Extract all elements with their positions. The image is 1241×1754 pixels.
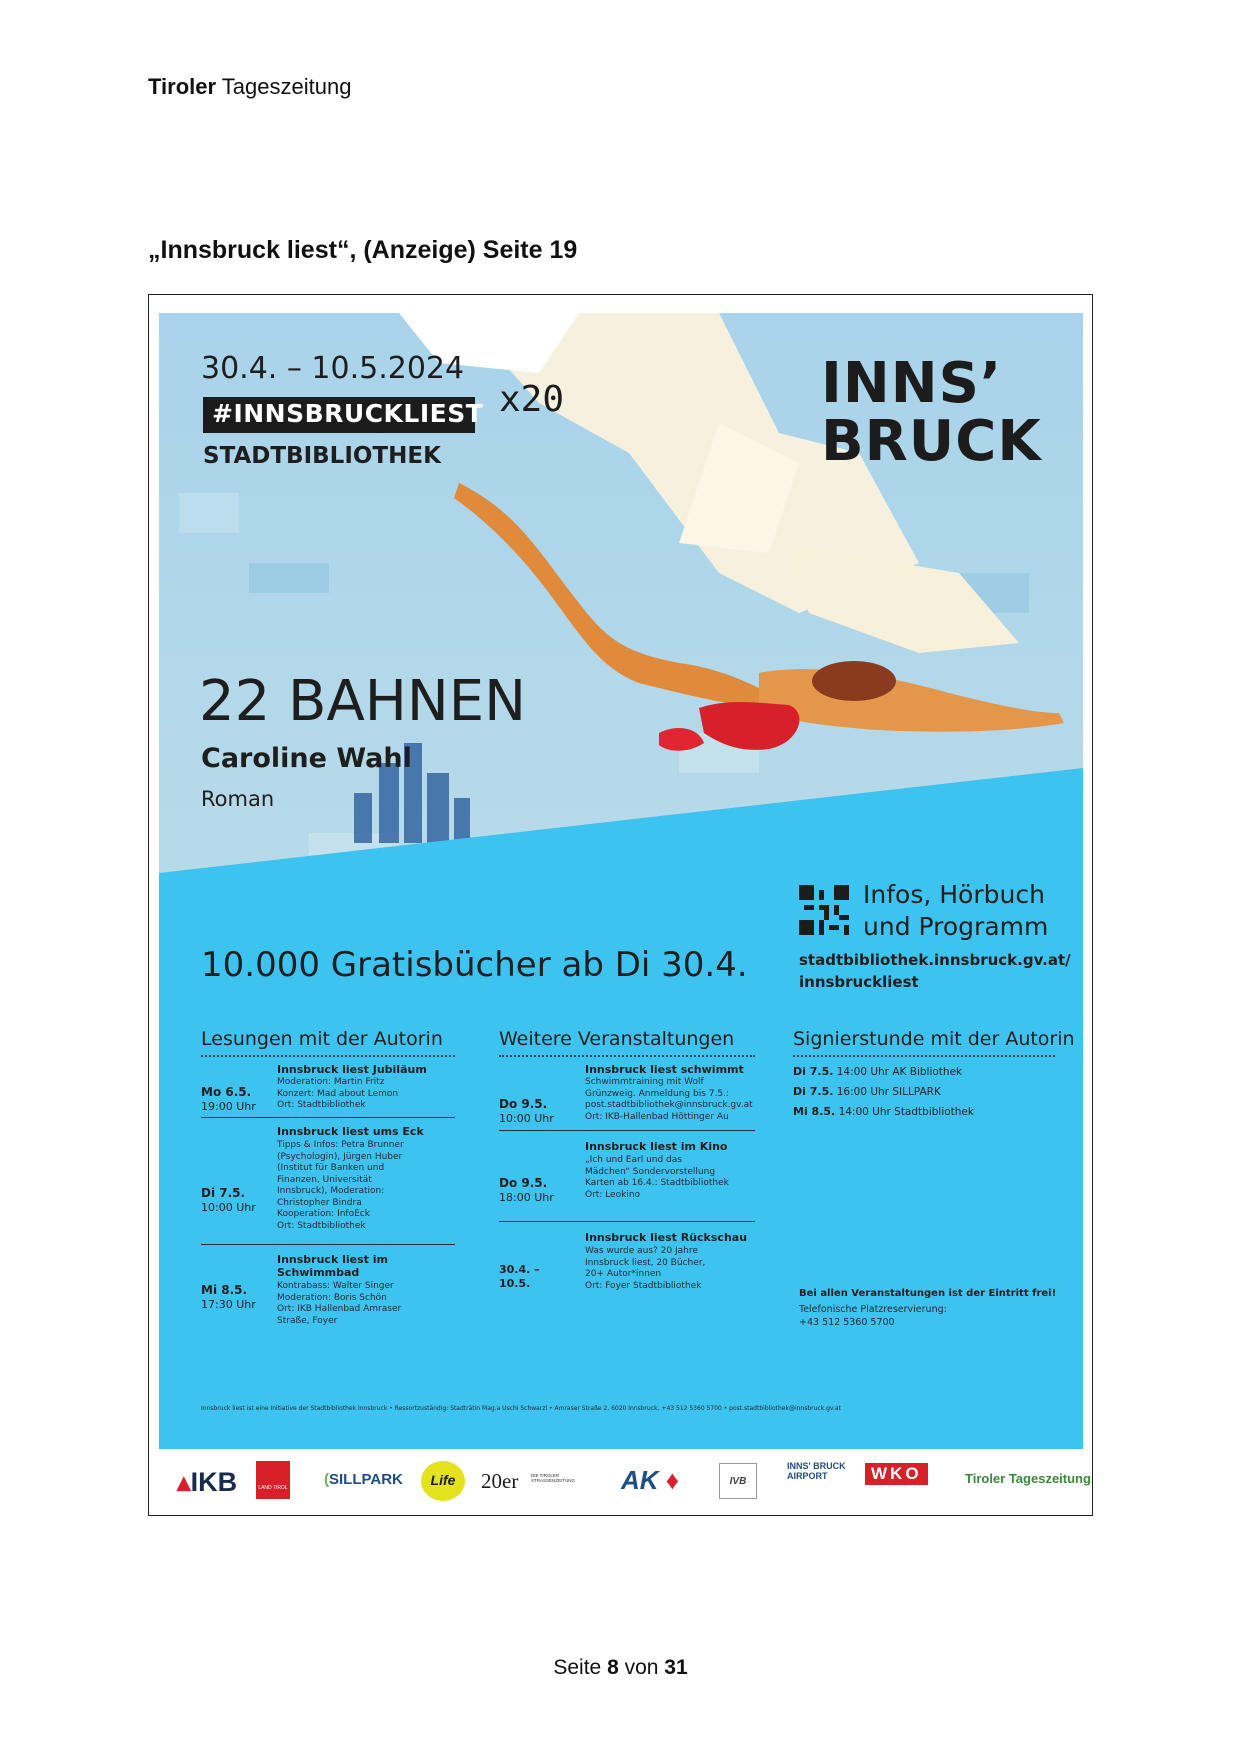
event-date: 30.4. – 10.5. — [499, 1263, 540, 1290]
free-entry-note: Bei allen Veranstaltungen ist der Eintritt frei! — [799, 1288, 1057, 1299]
qr-code-icon — [799, 885, 849, 935]
event-date: Di 7.5. 10:00 Uhr — [201, 1186, 256, 1214]
event-date: Do 9.5. 10:00 Uhr — [499, 1097, 554, 1125]
reservation-phone: Telefonische Platzreservierung: +43 512 5360 5700 — [799, 1304, 947, 1328]
event-date: Mi 8.5. 17:30 Uhr — [201, 1283, 256, 1311]
advertisement-poster — [159, 313, 1083, 1449]
divider — [499, 1130, 755, 1131]
divider — [499, 1055, 755, 1057]
more-events-heading: Weitere Veranstaltungen — [499, 1028, 735, 1050]
event-details: Schwimmtraining mit Wolf Grünzweig. Anmeldung bis 7.5.: post.stadtbibliothek@innsbruck.gv.at Ort: IKB-Hallenbad Höttinger Au — [585, 1077, 753, 1122]
event-title: Innsbruck liest Rückschau — [585, 1231, 748, 1244]
event-dates: 30.4. – 10.5.2024 — [201, 351, 465, 386]
event-title: Innsbruck liest im Kino — [585, 1140, 728, 1153]
signing-session: Di 7.5. 14:00 Uhr AK Bibliothek — [793, 1065, 963, 1078]
sillpark-logo: (SILLPARK — [324, 1471, 403, 1488]
event-details: Moderation: Martin Fritz Konzert: Mad about Lemon Ort: Stadtbibliothek — [277, 1077, 399, 1110]
edition-mark: x20 — [499, 379, 565, 420]
ikb-logo: ▴IKB — [177, 1467, 238, 1497]
event-date: Mo 6.5. 19:00 Uhr — [201, 1085, 256, 1113]
event-details: Tipps & Infos: Petra Brunner (Psychologin), Jürgen Huber (Institut für Banken und Finanzen, Universität Innsbruck), Moderation: Christopher Bindra Kooperation: InfoEck Ort: Stadtbibliothek — [277, 1140, 404, 1231]
event-details: Was wurde aus? 20 Jahre Innsbruck liest, 20 Bücher, 20+ Autor*innen Ort: Foyer Stadtbibliothek — [585, 1246, 706, 1291]
info-label: Infos, Hörbuch und Programm — [863, 880, 1049, 941]
divider — [793, 1055, 1055, 1057]
event-details: „Ich und Earl und das Mädchen“ Sondervorstellung Karten ab 16.4.: Stadtbibliothek Ort: Leokino — [585, 1155, 729, 1200]
ivb-logo: IVB — [719, 1463, 757, 1499]
book-author: Caroline Wahl — [201, 743, 412, 774]
land-tirol-logo: LAND TIROL — [256, 1461, 290, 1499]
innsbruck-logo: INNS’ BRUCK — [821, 351, 1042, 474]
book-title: 22 BAHNEN — [199, 669, 527, 734]
advertisement-frame — [148, 294, 1093, 1516]
hashtag: #INNSBRUCKLIEST — [212, 399, 484, 428]
divider — [201, 1244, 455, 1245]
library-name: STADTBIBLIOTHEK — [203, 443, 441, 469]
ak-logo: AK ♦ — [621, 1465, 680, 1495]
event-title: Innsbruck liest Jubiläum — [277, 1063, 427, 1076]
website-link[interactable]: stadtbibliothek.innsbruck.gv.at/ innsbruckliest — [799, 951, 1071, 991]
event-title: Innsbruck liest schwimmt — [585, 1063, 744, 1076]
article-heading: „Innsbruck liest“, (Anzeige) Seite 19 — [148, 236, 578, 264]
divider — [499, 1221, 755, 1222]
signing-session: Mi 8.5. 14:00 Uhr Stadtbibliothek — [793, 1105, 974, 1118]
wko-logo: WKO — [865, 1463, 928, 1485]
signing-heading: Signierstunde mit der Autorin — [793, 1028, 1075, 1050]
newspaper-brand: Tiroler Tageszeitung — [148, 74, 352, 99]
signing-session: Di 7.5. 16:00 Uhr SILLPARK — [793, 1085, 941, 1098]
event-title: Innsbruck liest im Schwimmbad — [277, 1253, 388, 1279]
zwanziger-subtitle: DIE TIROLER STRASSENZEITUNG — [531, 1473, 576, 1483]
zwanziger-logo: 20er — [481, 1469, 519, 1493]
event-title: Innsbruck liest ums Eck — [277, 1125, 424, 1138]
tiroler-tageszeitung-logo: Tiroler Tageszeitung — [965, 1471, 1091, 1486]
divider — [201, 1055, 455, 1057]
sponsor-logos — [159, 1455, 1091, 1507]
divider — [201, 1117, 455, 1118]
book-genre: Roman — [201, 787, 275, 811]
life-radio-logo: Life — [421, 1461, 465, 1501]
airport-logo: INNS' BRUCK AIRPORT — [787, 1461, 846, 1481]
ad-imprint: Innsbruck liest ist eine Initiative der Stadtbibliothek Innsbruck • Ressortzuständig: Stadträtin Mag.a Uschi Schwarzl • Amraser Straße 2, 6020 Innsbruck, +43 512 5360 5700 • post.stadtbibliothek@innsbruck.gv.at — [201, 1405, 841, 1412]
free-books-headline: 10.000 Gratisbücher ab Di 30.4. — [201, 945, 748, 985]
readings-heading: Lesungen mit der Autorin — [201, 1028, 443, 1050]
event-date: Do 9.5. 18:00 Uhr — [499, 1176, 554, 1204]
page-number: Seite 8 von 31 — [553, 1656, 688, 1679]
event-details: Kontrabass: Walter Singer Moderation: Boris Schön Ort: IKB Hallenbad Amraser Straße, Foyer — [277, 1281, 402, 1326]
